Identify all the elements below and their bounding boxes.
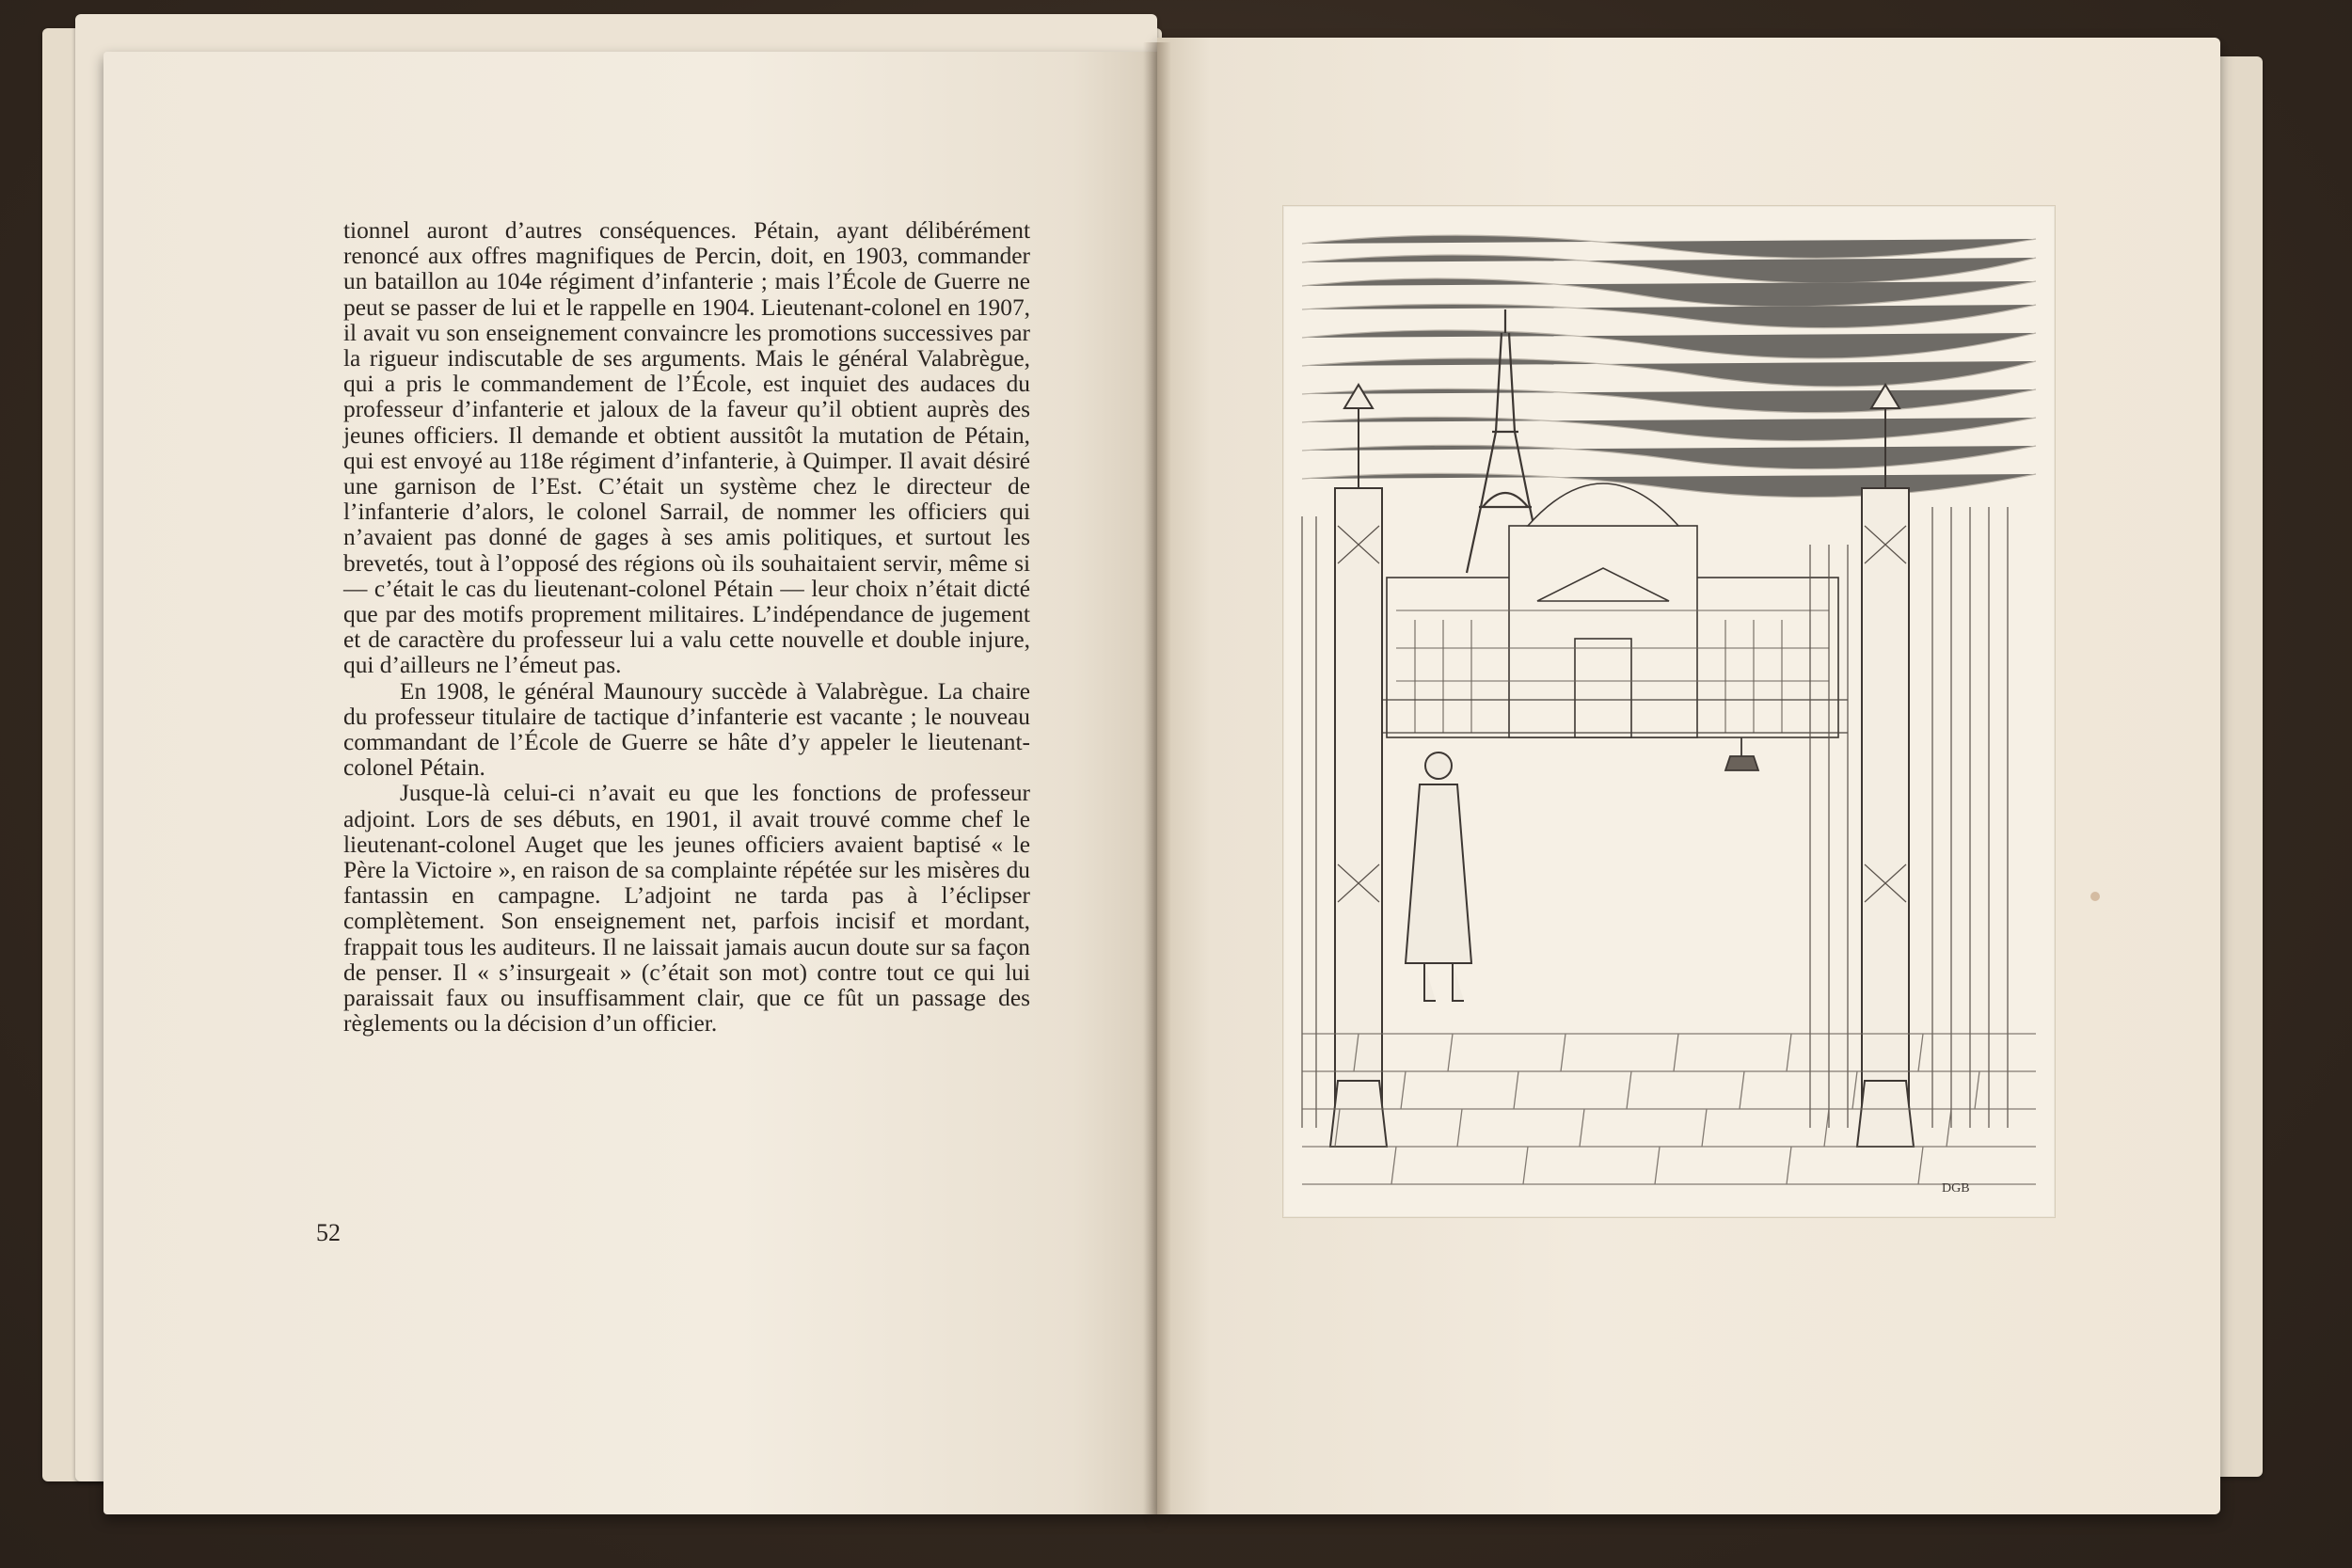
- engraving-illustration: [1283, 206, 2055, 1217]
- paragraph: Jusque-là celui-ci n’avait eu que les fonctions de professeur adjoint. Lors de ses débuts, en 1901, il avait trouvé comme chef le lieutenant-colonel Auget que les jeunes officiers avaient baptisé « le Père la Victoire », en raison de sa complainte répétée sur les misères du fantassin en campagne. L’adjoint ne tarda pas à l’éclipser complètement. Son enseignement net, parfois incisif et mordant, frappait tous les auditeurs. Il ne laissait jamais aucun doute sur sa façon de penser. Il « s’insurgeait » (c’était son mot) contre tout ce qui lui paraissait faux ou insuffisamment clair, que ce fût un passage des règlements ou la décision d’un officier.: [343, 780, 1030, 1037]
- engraving-plate: [1282, 205, 2056, 1218]
- book-gutter: [1143, 42, 1171, 1514]
- paragraph: tionnel auront d’autres conséquences. Pétain, ayant délibérément renoncé aux offres magnifiques de Percin, doit, en 1903, commander un bataillon au 104e régiment d’infanterie ; mais l’École de Guerre ne peut se passer de lui et le rappelle en 1904. Lieutenant-colonel en 1907, il avait vu son enseignement convaincre les promotions successives par la rigueur indiscutable de ses arguments. Mais le général Valabrègue, qui a pris le commandement de l’École, est inquiet des audaces du professeur d’infanterie et jaloux de la faveur qu’il obtient auprès des jeunes officiers. Il demande et obtient aussitôt la mutation de Pétain, qui est envoyé au 118e régiment d’infanterie, à Quimper. Il avait désiré une garnison de l’Est. C’était un système chez le directeur de l’infanterie d’alors, le colonel Sarrail, de nommer les officiers qui n’avaient pas donné de gages à ses amis politiques, et surtout les brevetés, tout à l’opposé des régions où ils souhaitaient servir, même si — c’était le cas du lieutenant-colonel Pétain — leur choix n’était dicté que par des motifs proprement militaires. L’indépendance de jugement et de caractère du professeur lui a valu cette nouvelle et double injure, qui d’ailleurs ne l’émeut pas.: [343, 217, 1030, 679]
- engraver-signature: DGB: [1942, 1181, 1970, 1196]
- page-number: 52: [316, 1219, 341, 1246]
- paper-spot: [2090, 892, 2100, 901]
- body-text: [343, 218, 1030, 1037]
- paragraph: En 1908, le général Maunoury succède à Valabrègue. La chaire du professeur titulaire de tactique d’infanterie est vacante ; le nouveau commandant de l’École de Guerre se hâte d’y appeler le lieutenant-colonel Pétain.: [343, 677, 1030, 782]
